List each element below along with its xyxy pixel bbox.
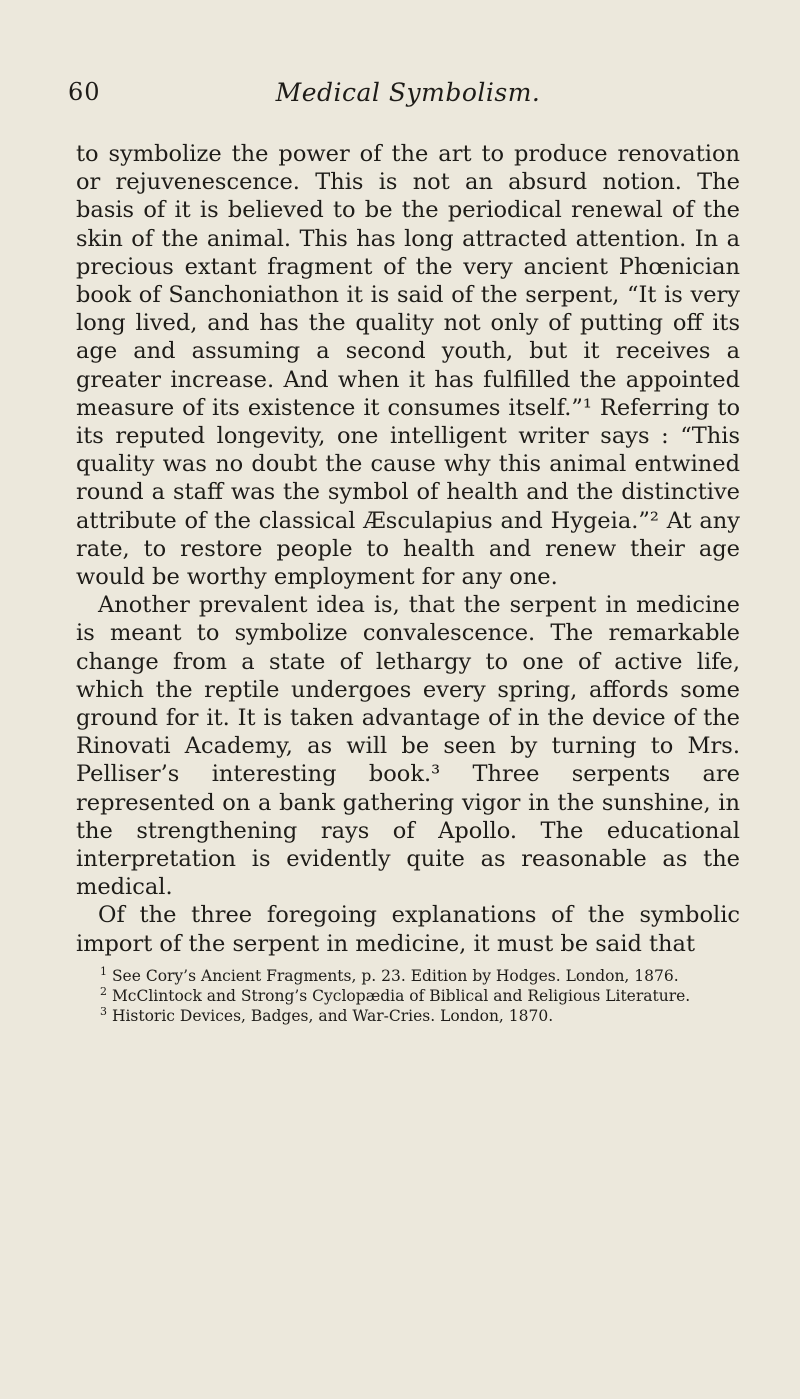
footnote-text: See Cory’s Ancient Fragments, p. 23. Edition by Hodges. London, 1876. — [111, 966, 679, 985]
footnote-mark: 2 — [100, 984, 107, 998]
body-text — [76, 140, 740, 958]
paragraph-1: to symbolize the power of the art to produce renovation or rejuvenescence. This is not an absurd notion. The basis of it is believed to be the periodical renewal of the skin of the animal. This has long attracted attention. In a precious extant fragment of the very ancient Phœnician book of Sanchoniathon it is said of the serpent, “It is very long lived, and has the quality not only of putting off its age and assuming a second youth, but it receives a greater increase. And when it has fulfilled the appointed measure of its existence it consumes itself.”¹ Referring to its reputed longevity, one intelligent writer says : “This quality was no doubt the cause why this animal entwined round a staff was the symbol of health and the distinctive attribute of the classical Æsculapius and Hygeia.”² At any rate, to restore people to health and renew their age would be worthy employment for any one. — [76, 141, 740, 591]
footnotes — [76, 966, 740, 1026]
paragraph-2: Another prevalent idea is, that the serpent in medicine is meant to symbolize convalescence. The remarkable change from a state of lethargy to one of active life, which the reptile undergoes every spring, affords some ground for it. It is taken advantage of in the device of the Rinovati Academy, as will be seen by turning to Mrs. Pelliser’s interesting book.³ Three serpents are represented on a bank gathering vigor in the sunshine, in the strengthening rays of Apollo. The educational interpretation is evidently quite as reasonable as the medical. — [76, 592, 740, 901]
footnote-2 — [76, 986, 740, 1006]
footnote-mark: 3 — [100, 1004, 107, 1018]
footnote-text: Historic Devices, Badges, and War-Cries. London, 1870. — [111, 1006, 554, 1025]
book-page — [0, 78, 800, 1399]
footnote-3 — [76, 1006, 740, 1026]
running-head — [68, 78, 740, 118]
page-number: 60 — [68, 78, 101, 106]
paragraph-3: Of the three foregoing explanations of the symbolic import of the serpent in medicine, it must be said that — [76, 902, 740, 957]
footnote-1 — [76, 966, 740, 986]
running-title: Medical Symbolism. — [275, 78, 541, 107]
footnote-mark: 1 — [100, 964, 107, 978]
footnote-text: McClintock and Strong’s Cyclopædia of Biblical and Religious Literature. — [111, 986, 691, 1005]
